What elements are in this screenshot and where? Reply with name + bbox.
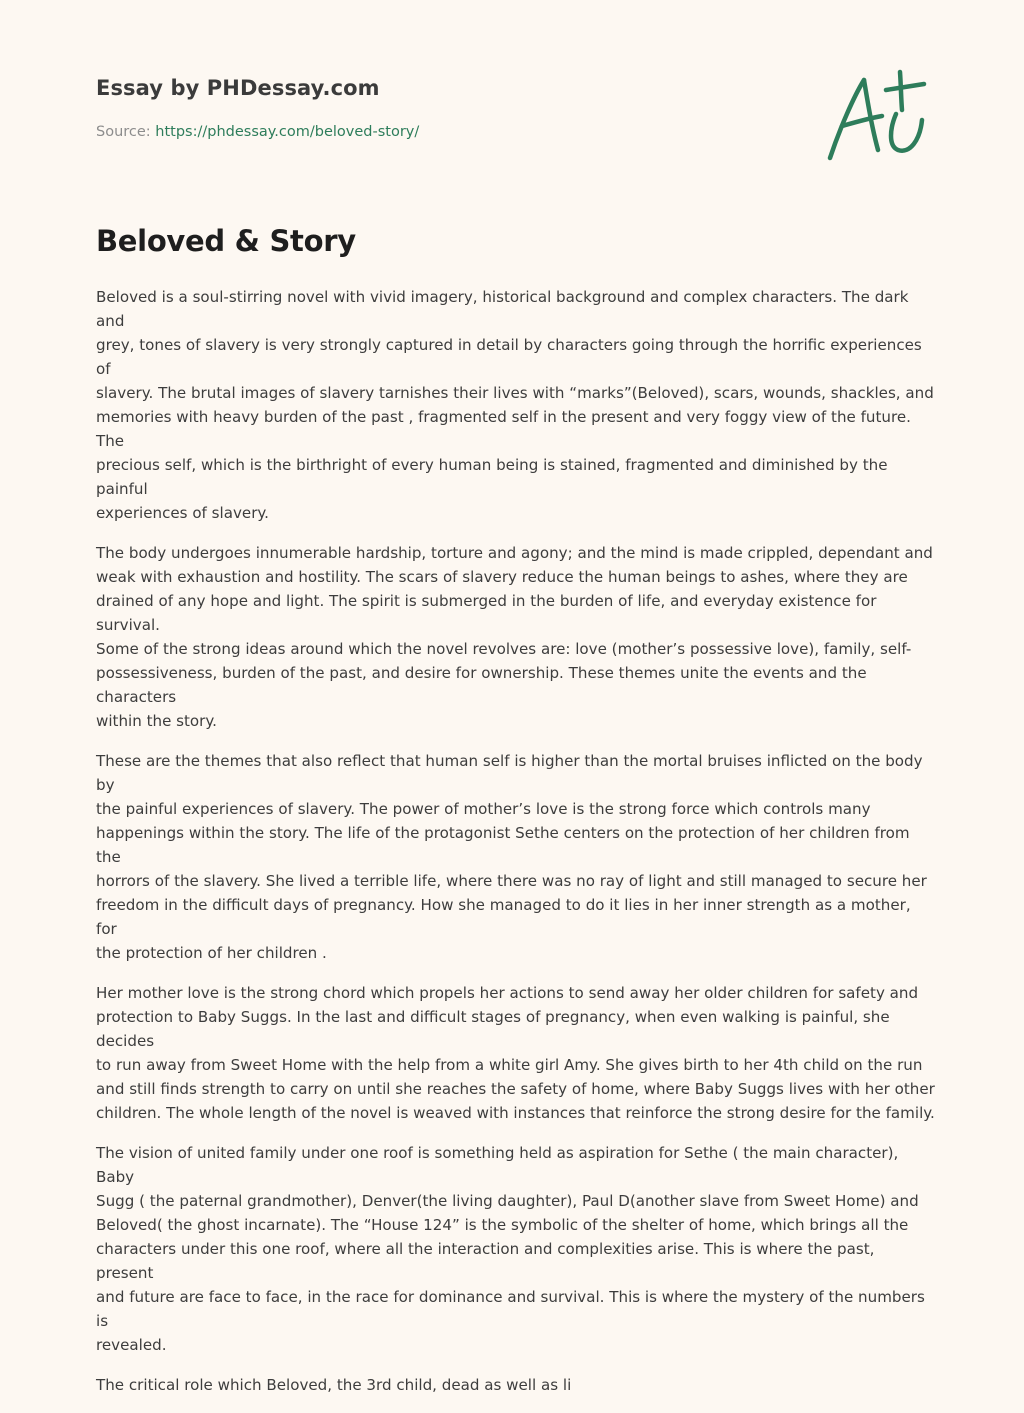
a-plus-logo-icon bbox=[822, 66, 928, 166]
essay-title: Beloved & Story bbox=[96, 224, 356, 258]
site-brand: Essay by PHDessay.com bbox=[96, 76, 380, 100]
essay-paragraph: The vision of united family under one roof is something held as aspiration for Sethe ( the main character), Baby Sugg ( the paternal grandmother), Denver(the living daughter), Paul D(another slave from Sweet Home) and Beloved( the ghost incarnate). The “House 124” is the symbolic of the shelter of home, which brings all the characters under this one roof, where all the interaction and complexities arise. This is where the past, present and future are face to face, in the race for dominance and survival. This is where the mystery of the numbers is revealed. bbox=[96, 1144, 925, 1354]
essay-body bbox=[96, 285, 936, 1413]
essay-paragraph: These are the themes that also reflect that human self is higher than the mortal bruises inflicted on the body by the painful experiences of slavery. The power of mother’s love is the strong force which controls many happenings within the story. The life of the protagonist Sethe centers on the protection of her children from the horrors of the slavery. She lived a terrible life, where there was no ray of light and still managed to secure her freedom in the difficult days of pregnancy. How she managed to do it lies in her inner strength as a mother, for the protection of her children . bbox=[96, 752, 927, 962]
essay-paragraph: Beloved is a soul-stirring novel with vivid imagery, historical background and complex characters. The dark and grey, tones of slavery is very strongly captured in detail by characters going through the horrific experiences of slavery. The brutal images of slavery tarnishes their lives with “marks”(Beloved), scars, wounds, shackles, and memories with heavy burden of the past , fragmented self in the present and very foggy view of the future. The precious self, which is the birthright of every human being is stained, fragmented and diminished by the painful experiences of slavery. bbox=[96, 288, 934, 522]
essay-paragraph: Her mother love is the strong chord which propels her actions to send away her older children for safety and protection to Baby Suggs. In the last and difficult stages of pregnancy, when even walking is painful, she decides to run away from Sweet Home with the help from a white girl Amy. She gives birth to her 4th child on the run and still finds strength to carry on until she reaches the safety of home, where Baby Suggs lives with her other children. The whole length of the novel is weaved with instances that reinforce the strong desire for the family. bbox=[96, 984, 935, 1122]
essay-paragraph: The critical role which Beloved, the 3rd child, dead as well as li bbox=[96, 1376, 572, 1394]
source-label: Source: bbox=[96, 124, 156, 140]
essay-paragraph: The body undergoes innumerable hardship, torture and agony; and the mind is made crippled, dependant and weak with exhaustion and hostility. The scars of slavery reduce the human beings to ashes, where they are drained of any hope and light. The spirit is submerged in the burden of life, and everyday existence for survival. Some of the strong ideas around which the novel revolves are: love (mother’s possessive love), family, self- possessiveness, burden of the past, and desire for ownership. These themes unite the events and the characters within the story. bbox=[96, 544, 933, 730]
source-link[interactable]: https://phdessay.com/beloved-story/ bbox=[155, 124, 420, 140]
source-line bbox=[96, 124, 419, 140]
